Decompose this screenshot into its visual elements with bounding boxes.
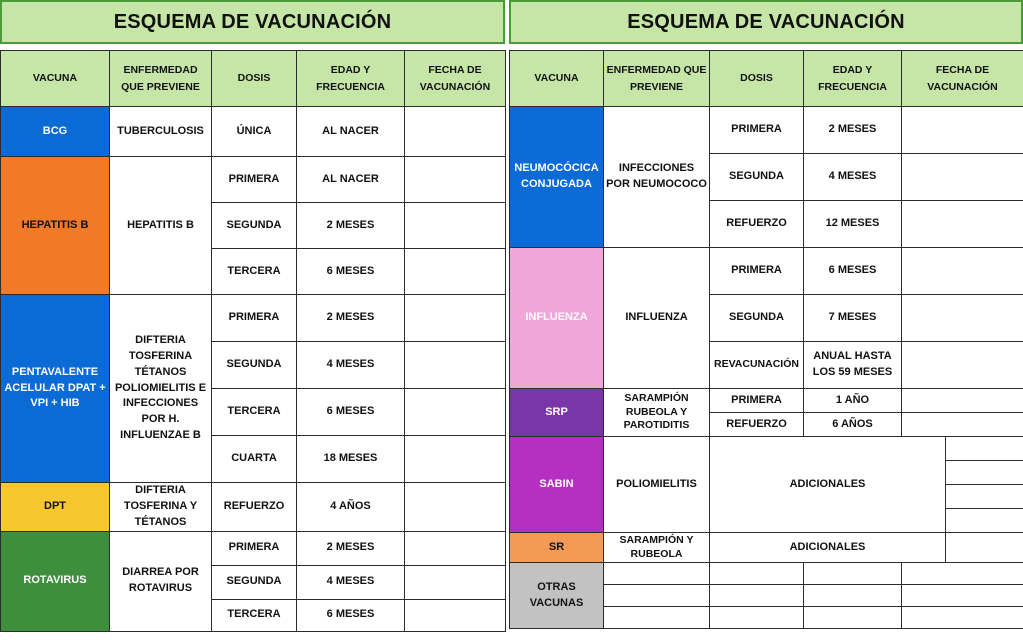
blank-cell[interactable] [710, 563, 804, 585]
age-cell: 6 MESES [297, 599, 405, 631]
dose-cell: PRIMERA [710, 389, 804, 413]
date-input-cell[interactable] [902, 248, 1023, 295]
table-row [510, 248, 1023, 295]
date-input-cell[interactable] [405, 599, 506, 631]
disease-cell: INFECCIONES POR NEUMOCOCO [604, 107, 710, 248]
blank-cell[interactable] [710, 607, 804, 629]
age-cell: 6 AÑOS [804, 413, 902, 437]
table-row [1, 295, 506, 342]
age-cell: AL NACER [297, 107, 405, 157]
age-cell: ANUAL HASTA LOS 59 MESES [804, 342, 902, 389]
disease-cell: INFLUENZA [604, 248, 710, 389]
age-cell: 4 AÑOS [297, 483, 405, 532]
age-cell: 1 AÑO [804, 389, 902, 413]
blank-cell[interactable] [604, 585, 710, 607]
age-cell: 2 MESES [297, 531, 405, 565]
age-cell: 4 MESES [297, 342, 405, 389]
date-input-cell[interactable] [405, 203, 506, 249]
vaccine-dpt: DPT [1, 483, 110, 532]
vaccine-otras: OTRAS VACUNAS [510, 563, 604, 629]
disease-cell: SARAMPIÓN RUBEOLA Y PAROTIDITIS [604, 389, 710, 437]
date-input-cell[interactable] [405, 249, 506, 295]
date-input-cell[interactable] [902, 201, 1023, 248]
header-edad: EDAD Y FRECUENCIA [297, 51, 405, 107]
dose-cell: ÚNICA [212, 107, 297, 157]
adicionales-cell: ADICIONALES [710, 533, 946, 563]
header-fecha: FECHA DE VACUNACIÓN [902, 51, 1023, 107]
vaccine-sr: SR [510, 533, 604, 563]
dose-cell: SEGUNDA [212, 342, 297, 389]
dose-cell: REFUERZO [710, 201, 804, 248]
date-input-cell[interactable] [902, 107, 1023, 154]
header-vacuna: VACUNA [510, 51, 604, 107]
date-input-cell[interactable] [902, 585, 1023, 607]
header-enfermedad: ENFERMEDAD QUE PREVIENE [110, 51, 212, 107]
table-row [1, 531, 506, 565]
table-row [1, 107, 506, 157]
right-vaccine-table [509, 50, 1023, 629]
age-cell: 12 MESES [804, 201, 902, 248]
date-input-cell[interactable] [405, 295, 506, 342]
dose-cell: PRIMERA [710, 248, 804, 295]
date-input-cell[interactable] [902, 413, 1023, 437]
blank-cell[interactable] [804, 563, 902, 585]
age-cell: 7 MESES [804, 295, 902, 342]
dose-cell: TERCERA [212, 599, 297, 631]
vaccine-bcg: BCG [1, 107, 110, 157]
date-input-cell[interactable] [946, 509, 1023, 533]
age-cell: 6 MESES [297, 249, 405, 295]
blank-cell[interactable] [710, 585, 804, 607]
blank-cell[interactable] [804, 607, 902, 629]
vaccine-pentavalente: PENTAVALENTE ACELULAR DPAT + VPI + HIB [1, 295, 110, 483]
vaccine-srp: SRP [510, 389, 604, 437]
left-title: ESQUEMA DE VACUNACIÓN [0, 0, 505, 44]
date-input-cell[interactable] [405, 531, 506, 565]
disease-cell: POLIOMIELITIS [604, 437, 710, 533]
date-input-cell[interactable] [405, 436, 506, 483]
table-row [510, 107, 1023, 154]
dose-cell: PRIMERA [212, 531, 297, 565]
header-vacuna: VACUNA [1, 51, 110, 107]
dose-cell: REFUERZO [212, 483, 297, 532]
date-input-cell[interactable] [902, 389, 1023, 413]
date-input-cell[interactable] [405, 157, 506, 203]
dose-cell: PRIMERA [710, 107, 804, 154]
table-row [510, 437, 1023, 461]
dose-cell: SEGUNDA [212, 203, 297, 249]
age-cell: 2 MESES [804, 107, 902, 154]
table-header-row [510, 51, 1023, 107]
header-enfermedad: ENFERMEDAD QUE PREVIENE [604, 51, 710, 107]
header-dosis: DOSIS [212, 51, 297, 107]
date-input-cell[interactable] [902, 154, 1023, 201]
blank-cell[interactable] [604, 607, 710, 629]
adicionales-cell: ADICIONALES [710, 437, 946, 533]
dose-cell: REFUERZO [710, 413, 804, 437]
date-input-cell[interactable] [405, 342, 506, 389]
age-cell: 4 MESES [297, 565, 405, 599]
date-input-cell[interactable] [902, 563, 1023, 585]
dose-cell: REVACUNACIÓN [710, 342, 804, 389]
left-vaccine-table [0, 50, 506, 632]
vaccine-influenza: INFLUENZA [510, 248, 604, 389]
disease-cell: DIFTERIA TOSFERINA TÉTANOS POLIOMIELITIS E INFECCIONES POR H. INFLUENZAE B [110, 295, 212, 483]
disease-cell: HEPATITIS B [110, 157, 212, 295]
age-cell: AL NACER [297, 157, 405, 203]
date-input-cell[interactable] [405, 389, 506, 436]
age-cell: 2 MESES [297, 295, 405, 342]
disease-cell: DIFTERIA TOSFERINA Y TÉTANOS [110, 483, 212, 532]
age-cell: 2 MESES [297, 203, 405, 249]
disease-cell: SARAMPIÓN Y RUBEOLA [604, 533, 710, 563]
age-cell: 18 MESES [297, 436, 405, 483]
date-input-cell[interactable] [946, 461, 1023, 485]
date-input-cell[interactable] [902, 342, 1023, 389]
table-row [510, 533, 1023, 563]
right-title: ESQUEMA DE VACUNACIÓN [509, 0, 1023, 44]
blank-cell[interactable] [804, 585, 902, 607]
date-input-cell[interactable] [405, 483, 506, 532]
vaccine-rotavirus: ROTAVIRUS [1, 531, 110, 631]
vaccine-sabin: SABIN [510, 437, 604, 533]
date-input-cell[interactable] [405, 565, 506, 599]
dose-cell: PRIMERA [212, 157, 297, 203]
dose-cell: TERCERA [212, 249, 297, 295]
table-row [510, 389, 1023, 413]
blank-cell[interactable] [604, 563, 710, 585]
right-panel [509, 0, 1023, 629]
disease-cell: TUBERCULOSIS [110, 107, 212, 157]
table-row [1, 157, 506, 203]
table-header-row [1, 51, 506, 107]
dose-cell: TERCERA [212, 389, 297, 436]
date-input-cell[interactable] [902, 607, 1023, 629]
date-input-cell[interactable] [405, 107, 506, 157]
vaccine-hepatitis-b: HEPATITIS B [1, 157, 110, 295]
age-cell: 6 MESES [297, 389, 405, 436]
header-dosis: DOSIS [710, 51, 804, 107]
age-cell: 6 MESES [804, 248, 902, 295]
date-input-cell[interactable] [946, 437, 1023, 461]
dose-cell: CUARTA [212, 436, 297, 483]
dose-cell: PRIMERA [212, 295, 297, 342]
disease-cell: DIARREA POR ROTAVIRUS [110, 531, 212, 631]
dose-cell: SEGUNDA [710, 154, 804, 201]
table-row [510, 563, 1023, 585]
date-input-cell[interactable] [902, 295, 1023, 342]
dose-cell: SEGUNDA [710, 295, 804, 342]
header-fecha: FECHA DE VACUNACIÓN [405, 51, 506, 107]
header-edad: EDAD Y FRECUENCIA [804, 51, 902, 107]
age-cell: 4 MESES [804, 154, 902, 201]
table-row [1, 483, 506, 532]
vaccine-neumococica: NEUMOCÓCICA CONJUGADA [510, 107, 604, 248]
dose-cell: SEGUNDA [212, 565, 297, 599]
date-input-cell[interactable] [946, 533, 1023, 563]
date-input-cell[interactable] [946, 485, 1023, 509]
left-panel [0, 0, 505, 632]
